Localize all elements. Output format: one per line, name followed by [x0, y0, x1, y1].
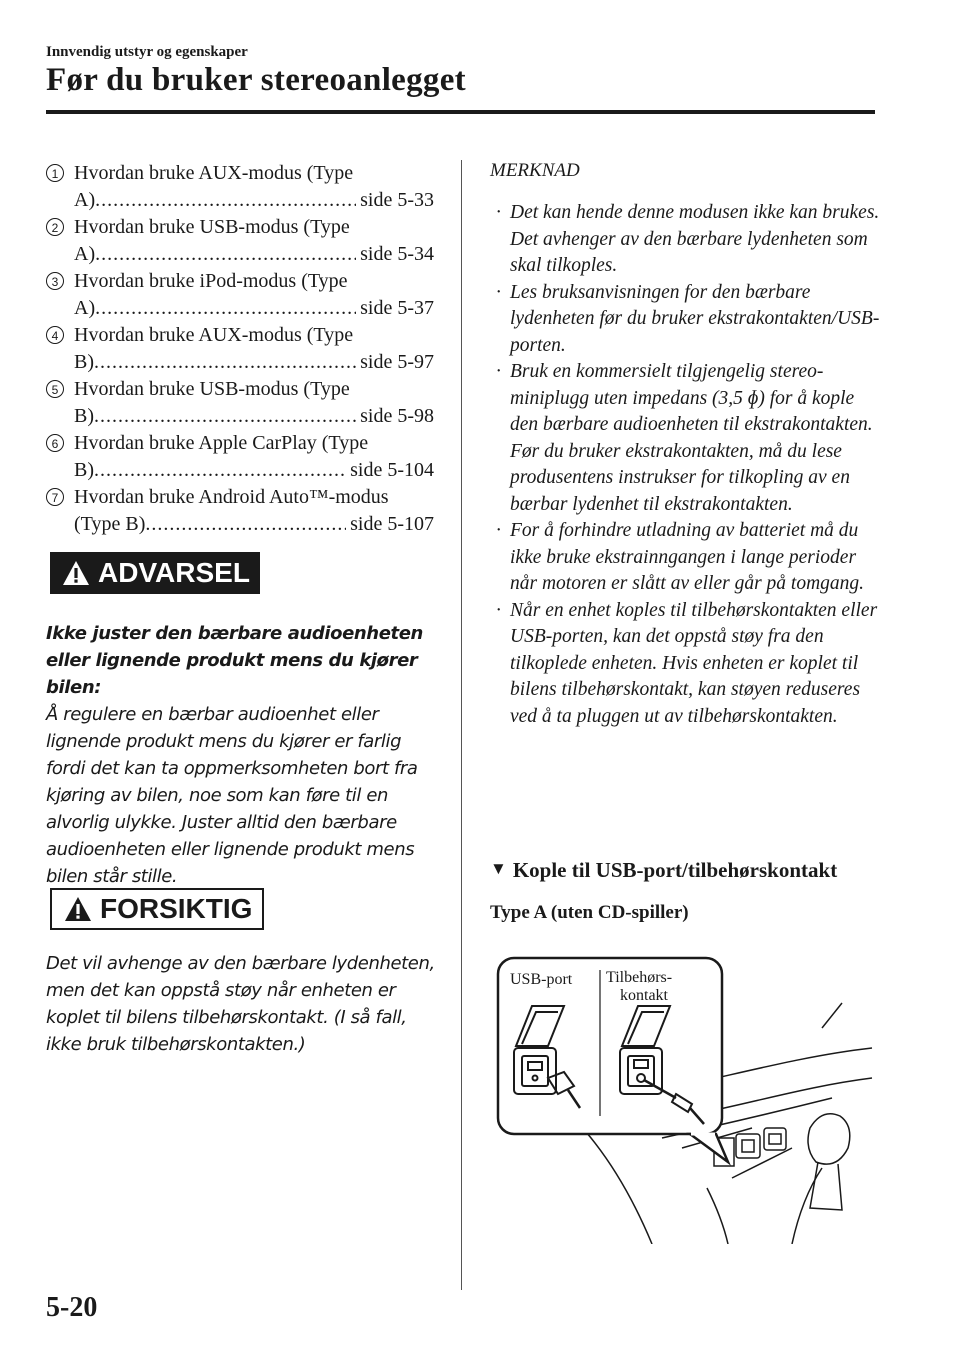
- dot-leader: [94, 457, 346, 484]
- toc-title-cont: A): [74, 243, 96, 265]
- note-text: For å forhindre utladning av batteriet må du ikke bruke ekstrainngangen i lange perioder når motoren er slått av eller går på tomgang.: [510, 520, 865, 594]
- toc-item[interactable]: [46, 484, 434, 538]
- toc-list: [46, 160, 434, 538]
- toc-title: Hvordan bruke iPod-modus (Type: [74, 270, 348, 292]
- note-item: · Når en enhet koples til tilbehørskontakten eller USB-porten, kan det oppstå støy fra den tilkoplede enheten. Hvis enheten er koplet til bilens tilbehørskontakt, kan støyen reduseres ved å ta pluggen ut av tilbehørskontakten.: [496, 599, 878, 727]
- dot-leader: [94, 349, 356, 376]
- note-item: · Det kan hende denne modusen ikke kan brukes. Det avhenger av den bærbare lydenheten som skal tilkoples.: [496, 202, 880, 276]
- note-text: Les bruksanvisningen for den bærbare lydenheten før du bruker ekstrakontakten/USB-porten.: [510, 281, 880, 356]
- circled-number: 3: [46, 272, 64, 290]
- warning-badge: [50, 552, 260, 594]
- circled-number: 2: [46, 218, 64, 236]
- warning-text: [46, 620, 442, 890]
- section-label: Innvendig utstyr og egenskaper: [46, 44, 248, 60]
- toc-title-cont: (Type B): [74, 513, 146, 535]
- note-title: MERKNAD: [490, 160, 580, 181]
- toc-title: Hvordan bruke USB-modus (Type: [74, 378, 350, 400]
- dot-leader: [95, 295, 356, 322]
- type-heading: Type A (uten CD-spiller): [490, 902, 689, 923]
- usb-aux-port-illustration: [492, 948, 876, 1244]
- toc-title: Hvordan bruke Android Auto™-modus: [74, 486, 389, 508]
- toc-item[interactable]: [46, 214, 434, 268]
- toc-title: Hvordan bruke Apple CarPlay (Type: [74, 432, 369, 454]
- title-rule: [46, 110, 875, 114]
- circled-number: 7: [46, 488, 64, 506]
- section-heading-text: Kople til USB-port/tilbehørskontakt: [512, 858, 838, 882]
- toc-page-ref: side 5-98: [360, 405, 434, 427]
- toc-page-ref: side 5-33: [360, 189, 434, 211]
- caution-body: Det vil avhenge av den bærbare lydenheten, men det kan oppstå støy når enheten er koplet til bilens tilbehørskontakt. (I så fall, ikke bruk tilbehørskontakten.): [46, 953, 435, 1055]
- page-title: Før du bruker stereoanlegget: [46, 62, 466, 98]
- dot-leader: [95, 241, 356, 268]
- toc-page-ref: side 5-97: [360, 351, 434, 373]
- toc-title-cont: A): [74, 297, 96, 319]
- warning-heading: Ikke juster den bærbare audioenheten eller lignende produkt mens du kjører bilen:: [46, 623, 423, 698]
- toc-item[interactable]: [46, 430, 434, 484]
- toc-title-cont: B): [74, 351, 94, 373]
- aux-label-line1: Tilbehørs-: [606, 969, 673, 986]
- note-list: [490, 200, 880, 730]
- section-heading: [490, 858, 880, 883]
- warning-triangle-icon: [64, 896, 92, 922]
- warning-triangle-icon: [62, 560, 90, 586]
- toc-item[interactable]: [46, 376, 434, 430]
- aux-label-line2: kontakt: [620, 987, 668, 1004]
- dot-leader: [94, 403, 356, 430]
- dot-leader: [95, 187, 356, 214]
- circled-number: 5: [46, 380, 64, 398]
- note-text: Bruk en kommersielt tilgjengelig stereo-miniplugg uten impedans (3,5 ɸ) for å kople den bærbare audioenheten til ekstrakontakten. Før du bruker ekstrakontakten, må du lese produsentens instrukser for tilkopling av en bærbar lydenhet til ekstrakontakten.: [510, 361, 873, 515]
- triangle-down-icon: ▼: [490, 859, 507, 878]
- toc-item[interactable]: [46, 160, 434, 214]
- toc-title-cont: B): [74, 459, 94, 481]
- dot-leader: [145, 511, 346, 538]
- toc-item[interactable]: [46, 322, 434, 376]
- caution-label: FORSIKTIG: [100, 893, 253, 924]
- circled-number: 1: [46, 164, 64, 182]
- note-item: · Bruk en kommersielt tilgjengelig stereo-miniplugg uten impedans (3,5 ɸ) for å kople den bærbare audioenheten til ekstrakontakten. Før du bruker ekstrakontakten, må du lese produsentens instrukser for tilkopling av en bærbar lydenhet til ekstrakontakten.: [496, 361, 873, 515]
- warning-body: Å regulere en bærbar audioenhet eller lignende produkt mens du kjører er farlig fordi det kan ta oppmerksomheten bort fra kjøring av bilen, noe som kan føre til en alvorlig ulykke. Juster alltid den bærbare audioenheten eller lignende produkt mens bilen står stille.: [46, 704, 418, 887]
- usb-port-label: USB-port: [510, 971, 573, 988]
- toc-page-ref: side 5-104: [350, 459, 434, 481]
- toc-title: Hvordan bruke AUX-modus (Type: [74, 324, 354, 346]
- toc-title-cont: B): [74, 405, 94, 427]
- circled-number: 4: [46, 326, 64, 344]
- caution-badge: [50, 888, 264, 930]
- note-text: Det kan hende denne modusen ikke kan brukes. Det avhenger av den bærbare lydenheten som skal tilkoples.: [510, 202, 880, 276]
- toc-page-ref: side 5-107: [350, 513, 434, 535]
- toc-page-ref: side 5-37: [360, 297, 434, 319]
- toc-title-cont: A): [74, 189, 96, 211]
- note-text: Når en enhet koples til tilbehørskontakten eller USB-porten, kan det oppstå støy fra den tilkoplede enheten. Hvis enheten er koplet til bilens tilbehørskontakt, kan støyen reduseres ved å ta pluggen ut av tilbehørskontakten.: [510, 599, 878, 727]
- toc-title: Hvordan bruke AUX-modus (Type: [74, 162, 354, 184]
- page-number: 5-20: [46, 1292, 98, 1323]
- toc-page-ref: side 5-34: [360, 243, 434, 265]
- column-divider: [461, 160, 462, 1290]
- note-item: · For å forhindre utladning av batteriet må du ikke bruke ekstrainngangen i lange perioder når motoren er slått av eller går på tomgang.: [496, 520, 865, 594]
- toc-item[interactable]: [46, 268, 434, 322]
- circled-number: 6: [46, 434, 64, 452]
- warning-label: ADVARSEL: [98, 557, 250, 588]
- toc-title: Hvordan bruke USB-modus (Type: [74, 216, 350, 238]
- note-item: · Les bruksanvisningen for den bærbare lydenheten før du bruker ekstrakontakten/USB-porten.: [496, 281, 880, 356]
